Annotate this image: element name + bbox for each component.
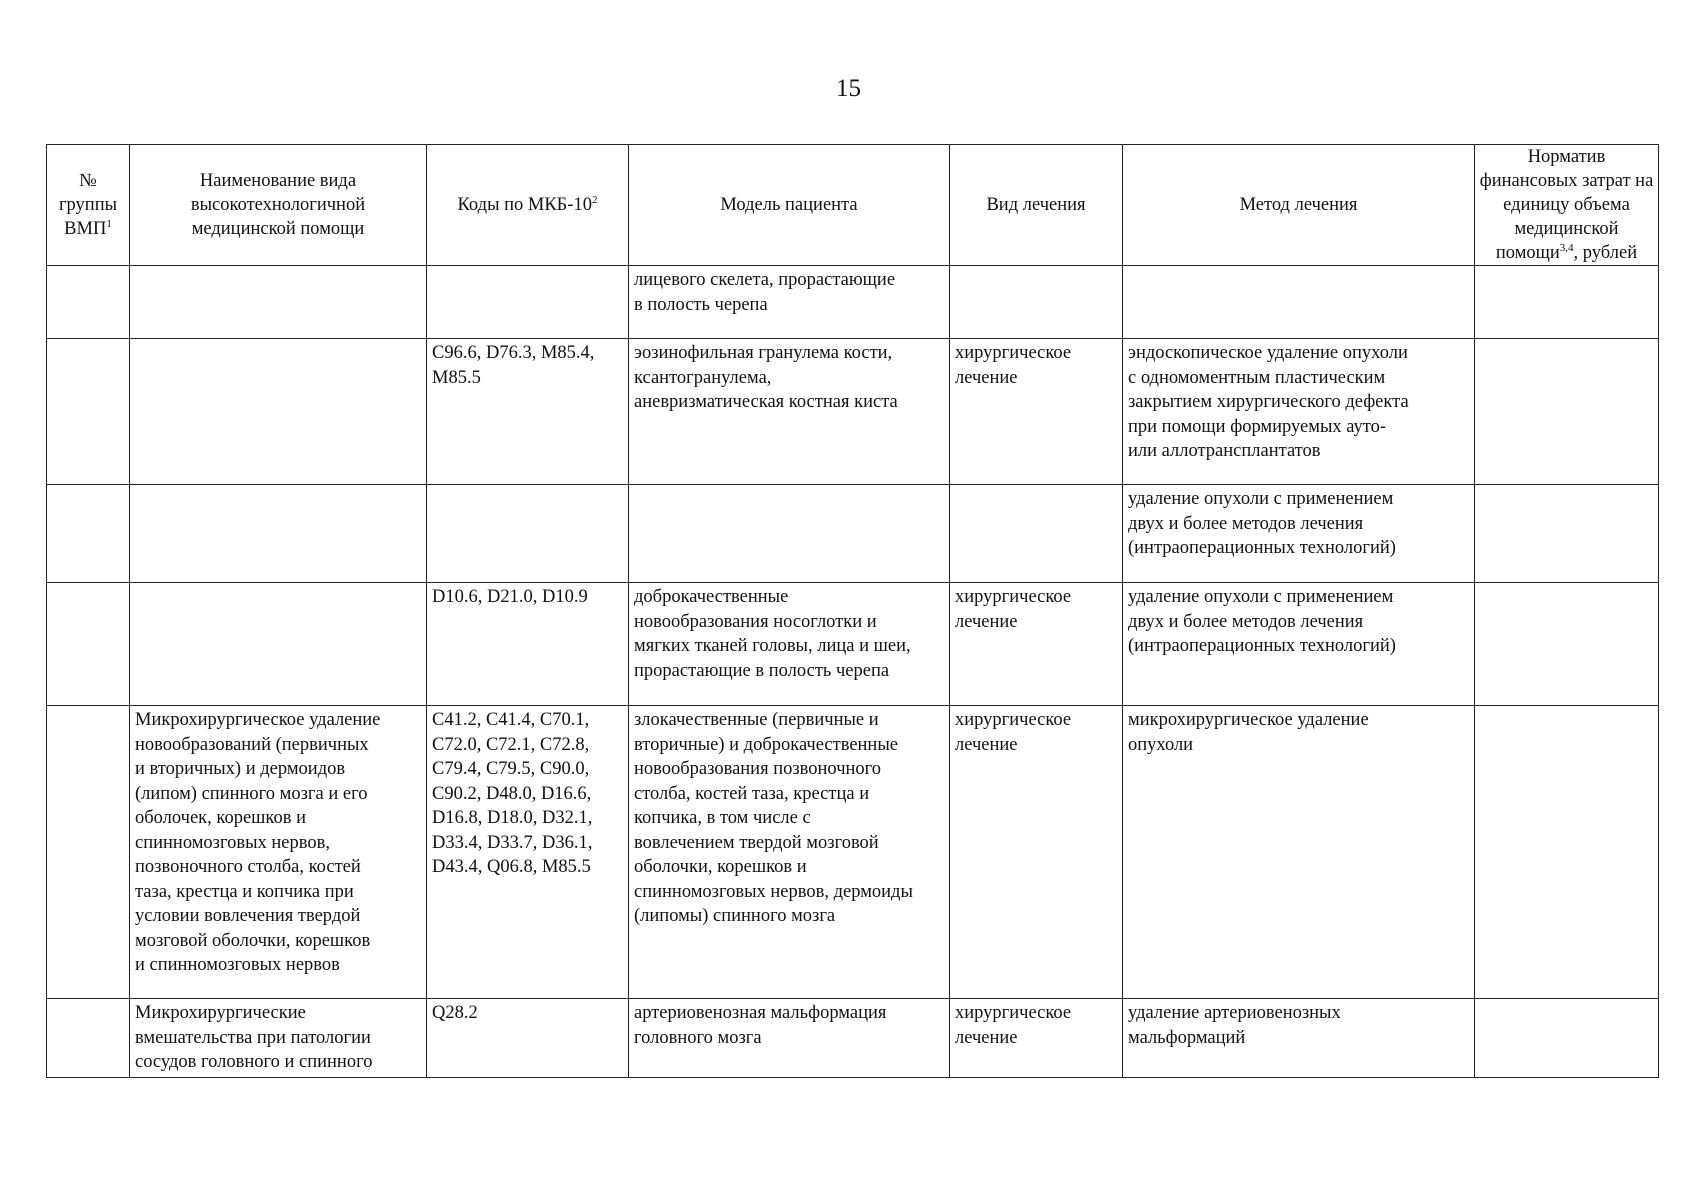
cell-name — [130, 485, 427, 583]
table-header-row — [47, 145, 1659, 266]
cell-group — [47, 266, 130, 339]
table-row — [47, 999, 1659, 1078]
cell-model: артериовенозная мальформация головного мозга — [629, 999, 950, 1078]
cell-norm — [1475, 999, 1659, 1078]
cell-type: хирургическое лечение — [950, 583, 1123, 706]
table-row — [47, 339, 1659, 485]
cell-norm — [1475, 485, 1659, 583]
header-method: Метод лечения — [1123, 145, 1475, 266]
cell-group — [47, 339, 130, 485]
header-codes: Коды по МКБ-$10^2$ — [427, 145, 629, 266]
cell-name — [130, 583, 427, 706]
cell-method: удаление артериовенозных мальформаций — [1123, 999, 1475, 1078]
cell-group — [47, 706, 130, 999]
cell-model: доброкачественные новообразования носоглотки и мягких тканей головы, лица и шеи, прорастающие в полость черепа — [629, 583, 950, 706]
cell-norm — [1475, 266, 1659, 339]
cell-method: микрохирургическое удаление опухоли — [1123, 706, 1475, 999]
cell-model: злокачественные (первичные и вторичные) и доброкачественные новообразования позвоночного столба, костей таза, крестца и копчика, в том числе с вовлечением твердой мозговой оболочки, корешков и спинномозговых нервов, дермоиды (липомы) спинного мозга — [629, 706, 950, 999]
cell-group — [47, 583, 130, 706]
cell-type: хирургическое лечение — [950, 339, 1123, 485]
header-name: Наименование вида высокотехнологичной медицинской помощи — [130, 145, 427, 266]
cell-type — [950, 266, 1123, 339]
cell-type: хирургическое лечение — [950, 999, 1123, 1078]
cell-method: удаление опухоли с применением двух и более методов лечения (интраоперационных технологий) — [1123, 583, 1475, 706]
header-model: Модель пациента — [629, 145, 950, 266]
cell-type — [950, 485, 1123, 583]
vmp-table — [46, 144, 1659, 1078]
cell-model — [629, 485, 950, 583]
header-group: № группы ВМП$^1$ — [47, 145, 130, 266]
table-row — [47, 706, 1659, 999]
cell-name — [130, 339, 427, 485]
cell-codes: D10.6, D21.0, D10.9 — [427, 583, 629, 706]
cell-method — [1123, 266, 1475, 339]
cell-type: хирургическое лечение — [950, 706, 1123, 999]
cell-norm — [1475, 706, 1659, 999]
table-row — [47, 485, 1659, 583]
cell-name: Микрохирургические вмешательства при патологии сосудов головного и спинного — [130, 999, 427, 1078]
cell-codes: C41.2, C41.4, C70.1, C72.0, C72.1, C72.8, C79.4, C79.5, C90.0, C90.2, D48.0, D16.6, D16.8, D18.0, D32.1, D33.4, D33.7, D36.1, D43.4, Q06.8, M85.5 — [427, 706, 629, 999]
cell-group — [47, 485, 130, 583]
cell-method: эндоскопическое удаление опухоли с одномоментным пластическим закрытием хирургического дефекта при помощи формируемых ауто- или аллотрансплантатов — [1123, 339, 1475, 485]
table-row — [47, 266, 1659, 339]
cell-name: Микрохирургическое удаление новообразований (первичных и вторичных) и дермоидов (липом) спинного мозга и его оболочек, корешков и спинномозговых нервов, позвоночного столба, костей таза, крестца и копчика при условии вовлечения твердой мозговой оболочки, корешков и спинномозговых нервов — [130, 706, 427, 999]
header-norm: Норматив финансовых затрат на единицу объема медицинской помощи$^{3,4}$, рублей — [1475, 145, 1659, 266]
cell-norm — [1475, 339, 1659, 485]
cell-codes: Q28.2 — [427, 999, 629, 1078]
table-row — [47, 583, 1659, 706]
cell-codes — [427, 485, 629, 583]
header-type: Вид лечения — [950, 145, 1123, 266]
cell-group — [47, 999, 130, 1078]
page-number: 15 — [836, 75, 861, 102]
cell-model: лицевого скелета, прорастающие в полость черепа — [629, 266, 950, 339]
cell-method: удаление опухоли с применением двух и более методов лечения (интраоперационных технологий) — [1123, 485, 1475, 583]
cell-name — [130, 266, 427, 339]
cell-codes — [427, 266, 629, 339]
cell-norm — [1475, 583, 1659, 706]
cell-model: эозинофильная гранулема кости, ксантогранулема, аневризматическая костная киста — [629, 339, 950, 485]
cell-codes: C96.6, D76.3, M85.4, M85.5 — [427, 339, 629, 485]
